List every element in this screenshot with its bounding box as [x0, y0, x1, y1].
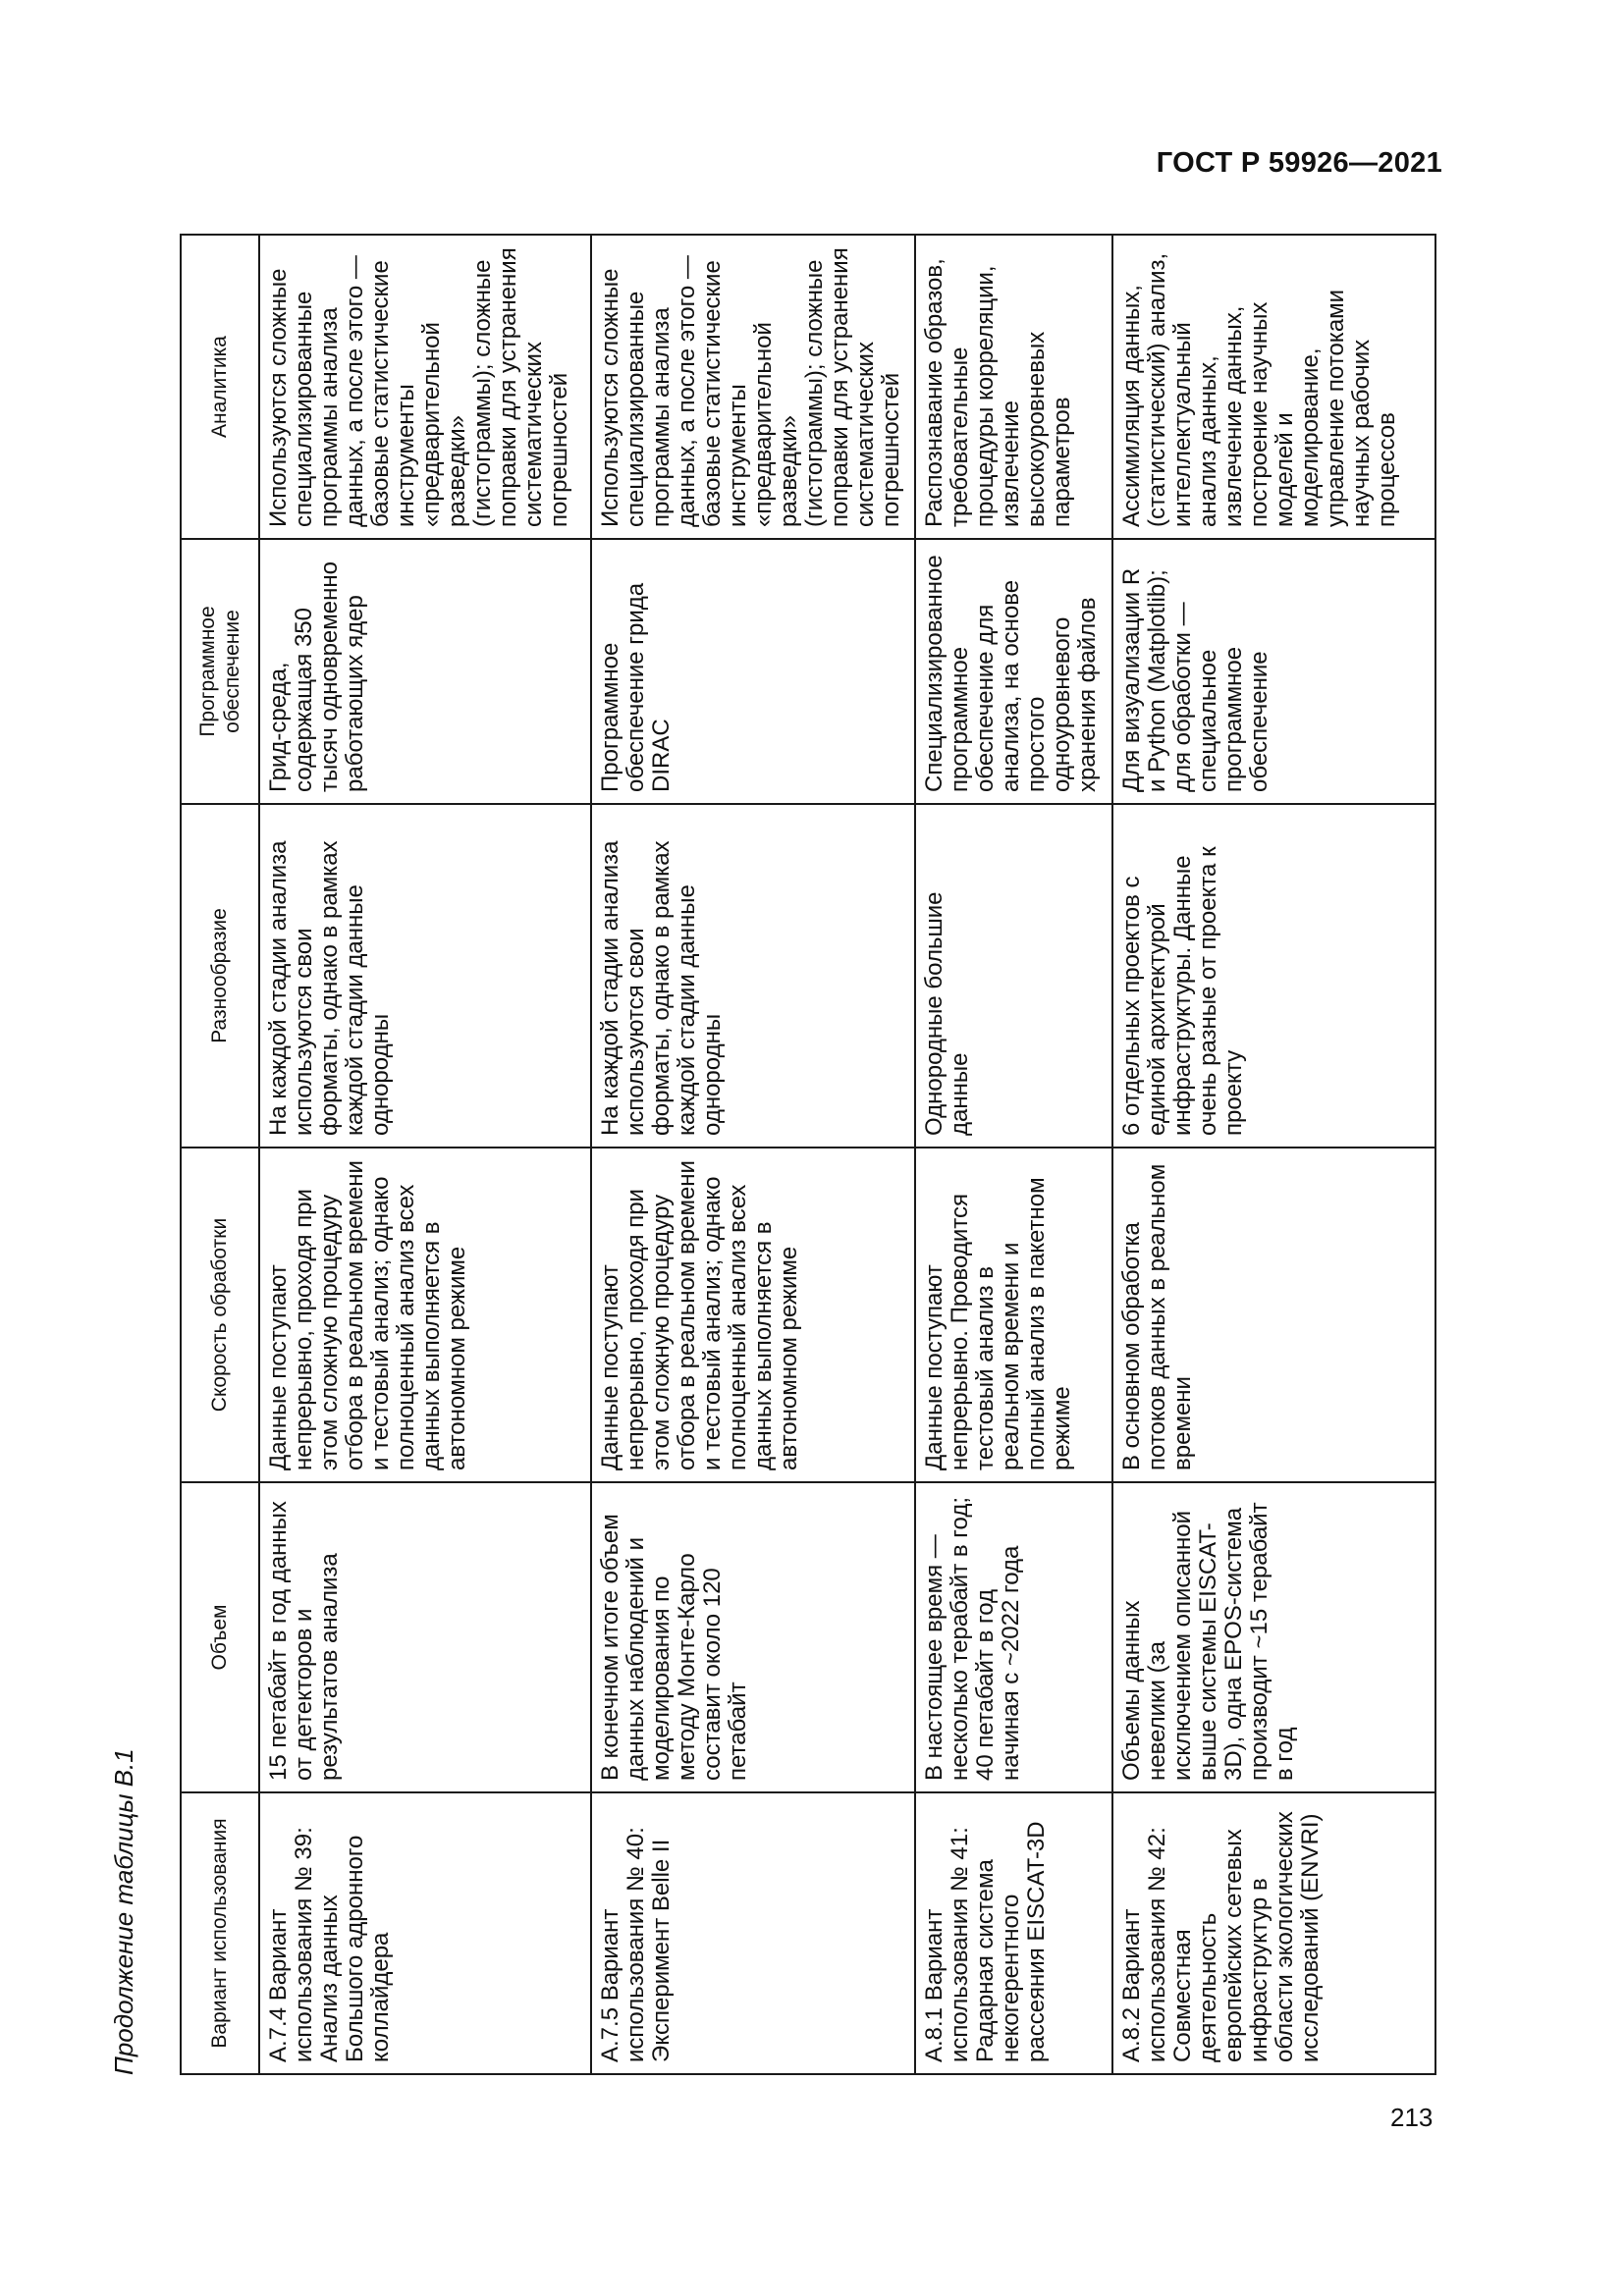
header-analytics: Аналитика [181, 235, 259, 539]
cell-velocity: Данные поступают непрерывно. Проводится тестовый анализ в реальном времени и полный анализ в пакетном режиме [915, 1148, 1112, 1482]
cell-volume: Объемы данных невелики (за исключением описанной выше системы EISCAT-3D), одна EPOS-система производит ~15 терабайт в год [1112, 1482, 1435, 1792]
table-row [1112, 235, 1435, 2074]
header-software: Программное обеспечение [181, 539, 259, 804]
table-row [915, 235, 1112, 2074]
page-number: 213 [1390, 2103, 1434, 2132]
cell-velocity: Данные поступают непрерывно, проходя при этом сложную процедуру отбора в реальном времени и тестовый анализ; однако полноценный анализ всех данных выполняется в автономном режиме [259, 1148, 591, 1482]
cell-analytics: Используются сложные специализированные программы анализа данных, а после этого — базовые статистические инструменты «предварительной разведки» (гистограммы); сложные поправки для устранения систематических погрешностей [591, 235, 915, 539]
cell-variety: На каждой стадии анализа используются свои форматы, однако в рамках каждой стадии данные однородны [591, 804, 915, 1148]
cell-velocity: Данные поступают непрерывно, проходя при этом сложную процедуру отбора в реальном времени и тестовый анализ; однако полноценный анализ всех данных выполняется в автономном режиме [591, 1148, 915, 1482]
header-velocity: Скорость обработки [181, 1148, 259, 1482]
cell-volume: 15 петабайт в год данных от детекторов и результатов анализа [259, 1482, 591, 1792]
cell-analytics: Распознавание образов, требовательные процедуры корреляции, извлечение высокоуровневых параметров [915, 235, 1112, 539]
cell-analytics: Используются сложные специализированные программы анализа данных, а после этого — базовые статистические инструменты «предварительной разведки» (гистограммы); сложные поправки для устранения систематических погрешностей [259, 235, 591, 539]
header-variety: Разнообразие [181, 804, 259, 1148]
cell-analytics: Ассимиляция данных, (статистический) анализ, интеллектуальный анализ данных, извлечение данных, построение научных моделей и моделирование, управление потоками научных рабочих процессов [1112, 235, 1435, 539]
data-table [180, 234, 1436, 2075]
table-row [591, 235, 915, 2074]
cell-use-case: А.8.1 Вариант использования № 41: Радарная система некогерентного рассеяния EISCAT-3D [915, 1792, 1112, 2074]
table-row [259, 235, 591, 2074]
cell-variety: Однородные большие данные [915, 804, 1112, 1148]
table-header-row [181, 235, 259, 2074]
standard-designation: ГОСТ Р 59926—2021 [1156, 147, 1442, 179]
rotated-table-block [109, 236, 1429, 2075]
cell-velocity: В основном обработка потоков данных в реальном времени [1112, 1148, 1435, 1482]
cell-software: Программное обеспечение грида DIRAC [591, 539, 915, 804]
cell-use-case: А.8.2 Вариант использования № 42: Совместная деятельность европейских сетевых инфраструктур в области экологических исследований (ENVRI) [1112, 1792, 1435, 2074]
cell-volume: В настоящее время — несколько терабайт в год; 40 петабайт в год начиная с ~2022 года [915, 1482, 1112, 1792]
table-caption: Продолжение таблицы В.1 [109, 1748, 138, 2075]
cell-variety: На каждой стадии анализа используются свои форматы, однако в рамках каждой стадии данные однородны [259, 804, 591, 1148]
header-volume: Объем [181, 1482, 259, 1792]
cell-software: Для визуализации R и Python (Matplotlib); для обработки — специальное программное обеспечение [1112, 539, 1435, 804]
cell-variety: 6 отдельных проектов с единой архитектурой инфраструктуры. Данные очень разные от проекта к проекту [1112, 804, 1435, 1148]
header-use-case: Вариант использования [181, 1792, 259, 2074]
cell-volume: В конечном итоге объем данных наблюдений и моделирования по методу Монте-Карло составит около 120 петабайт [591, 1482, 915, 1792]
cell-software: Грид-среда, содержащая 350 тысяч одновременно работающих ядер [259, 539, 591, 804]
cell-use-case: А.7.5 Вариант использования № 40: Эксперимент Belle II [591, 1792, 915, 2074]
cell-software: Специализированное программное обеспечение для анализа, на основе простого одноуровневого хранения файлов [915, 539, 1112, 804]
cell-use-case: А.7.4 Вариант использования № 39: Анализ данных Большого адронного коллайдера [259, 1792, 591, 2074]
